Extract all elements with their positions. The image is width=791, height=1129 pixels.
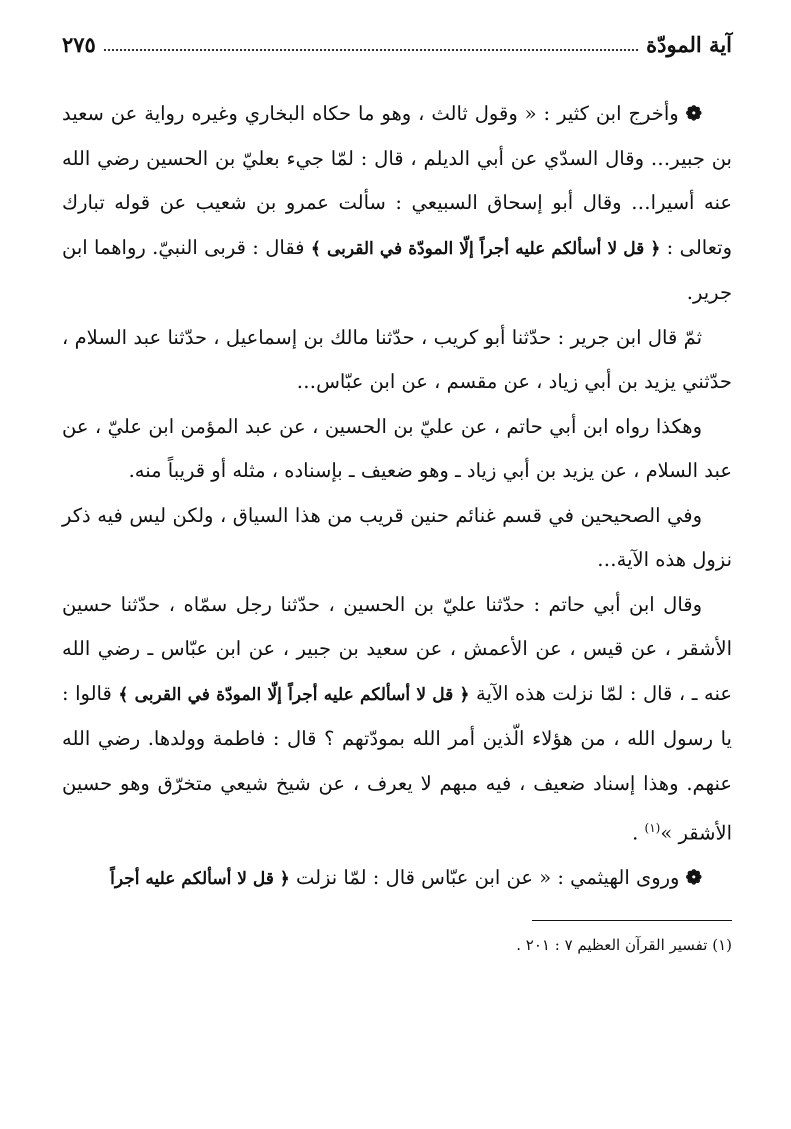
paragraph-6 (62, 856, 732, 902)
footnote: (١) تفسير القرآن العظيم ٧ : ٢٠١ . (516, 935, 732, 954)
body-text (62, 92, 732, 902)
quran-verse: ﴿ قل لا أسألكم عليه أجراً إلّا المودّة في القربى ﴾ (310, 238, 661, 259)
header-dot-leader (104, 49, 638, 51)
running-header (62, 22, 732, 66)
running-header-title: آية المودّة (646, 31, 732, 57)
paragraph-1-text-b: فقال : قربى النبيّ. رواهما ابن جرير. (62, 235, 732, 304)
flower-ornament-icon: ❁ (685, 866, 702, 889)
paragraph-1 (62, 92, 732, 316)
quran-verse: ﴿ قل لا أسألكم عليه أجراً (110, 869, 290, 889)
paragraph-5-end: . (632, 821, 645, 845)
paragraph-6-text-a: وروى الهيثمي : « عن ابن عبّاس قال : لمّا نزلت (289, 866, 686, 889)
footnote-separator (532, 920, 732, 921)
paragraph-5-text-a: وقال ابن أبي حاتم : حدّثنا عليّ بن الحسين ، حدّثنا رجل سمّاه ، حدّثنا حسين الأشقر ، عن قيس ، عن الأعمش ، عن سعيد بن جبير ، عن ابن عبّاس ـ رضي الله عنه ـ ، قال : لمّا نزلت هذه الآية (62, 592, 732, 705)
paragraph-5-text-b: قالوا : يا رسول الله ، من هؤلاء الّذين أمر الله بمودّتهم ؟ قال : فاطمة وولدها. رضي الله عنهم. وهذا إسناد ضعيف ، فيه مبهم لا يعرف ، عن شيخ شيعي متخرّق وهو حسين الأشقر » (62, 681, 732, 845)
footnote-reference[interactable]: (١) (644, 821, 661, 835)
paragraph-2: ثمّ قال ابن جرير : حدّثنا أبو كريب ، حدّثنا مالك بن إسماعيل ، حدّثنا عبد السلام ، حدّثني يزيد بن أبي زياد ، عن مقسم ، عن ابن عبّاس… (62, 325, 732, 393)
book-page (62, 22, 732, 1102)
paragraph-3: وهكذا رواه ابن أبي حاتم ، عن عليّ بن الحسين ، عن عبد المؤمن ابن عليّ ، عن عبد السلام ، عن يزيد بن أبي زياد ـ وهو ضعيف ـ بإسناده ، مثله أو قريباً منه. (62, 414, 732, 482)
quran-verse: ﴿ قل لا أسألكم عليه أجراً إلّا المودّة في القربى ﴾ (118, 684, 470, 705)
page-number: ٢٧٥ (62, 31, 96, 57)
paragraph-4: وفي الصحيحين في قسم غنائم حنين قريب من هذا السياق ، ولكن ليس فيه ذكر نزول هذه الآية… (62, 503, 732, 571)
flower-ornament-icon: ❁ (685, 102, 702, 125)
paragraph-5 (62, 583, 732, 857)
paragraph-1-text-a: وأخرج ابن كثير : « وقول ثالث ، وهو ما حكاه البخاري وغيره رواية عن سعيد بن جبير… وقال السدّي عن أبي الديلم ، قال : لمّا جيء بعليّ بن الحسين رضي الله عنه أسيرا… وقال أبو إسحاق السبيعي : سألت عمرو بن شعيب عن قوله تبارك وتعالى : (62, 102, 732, 259)
